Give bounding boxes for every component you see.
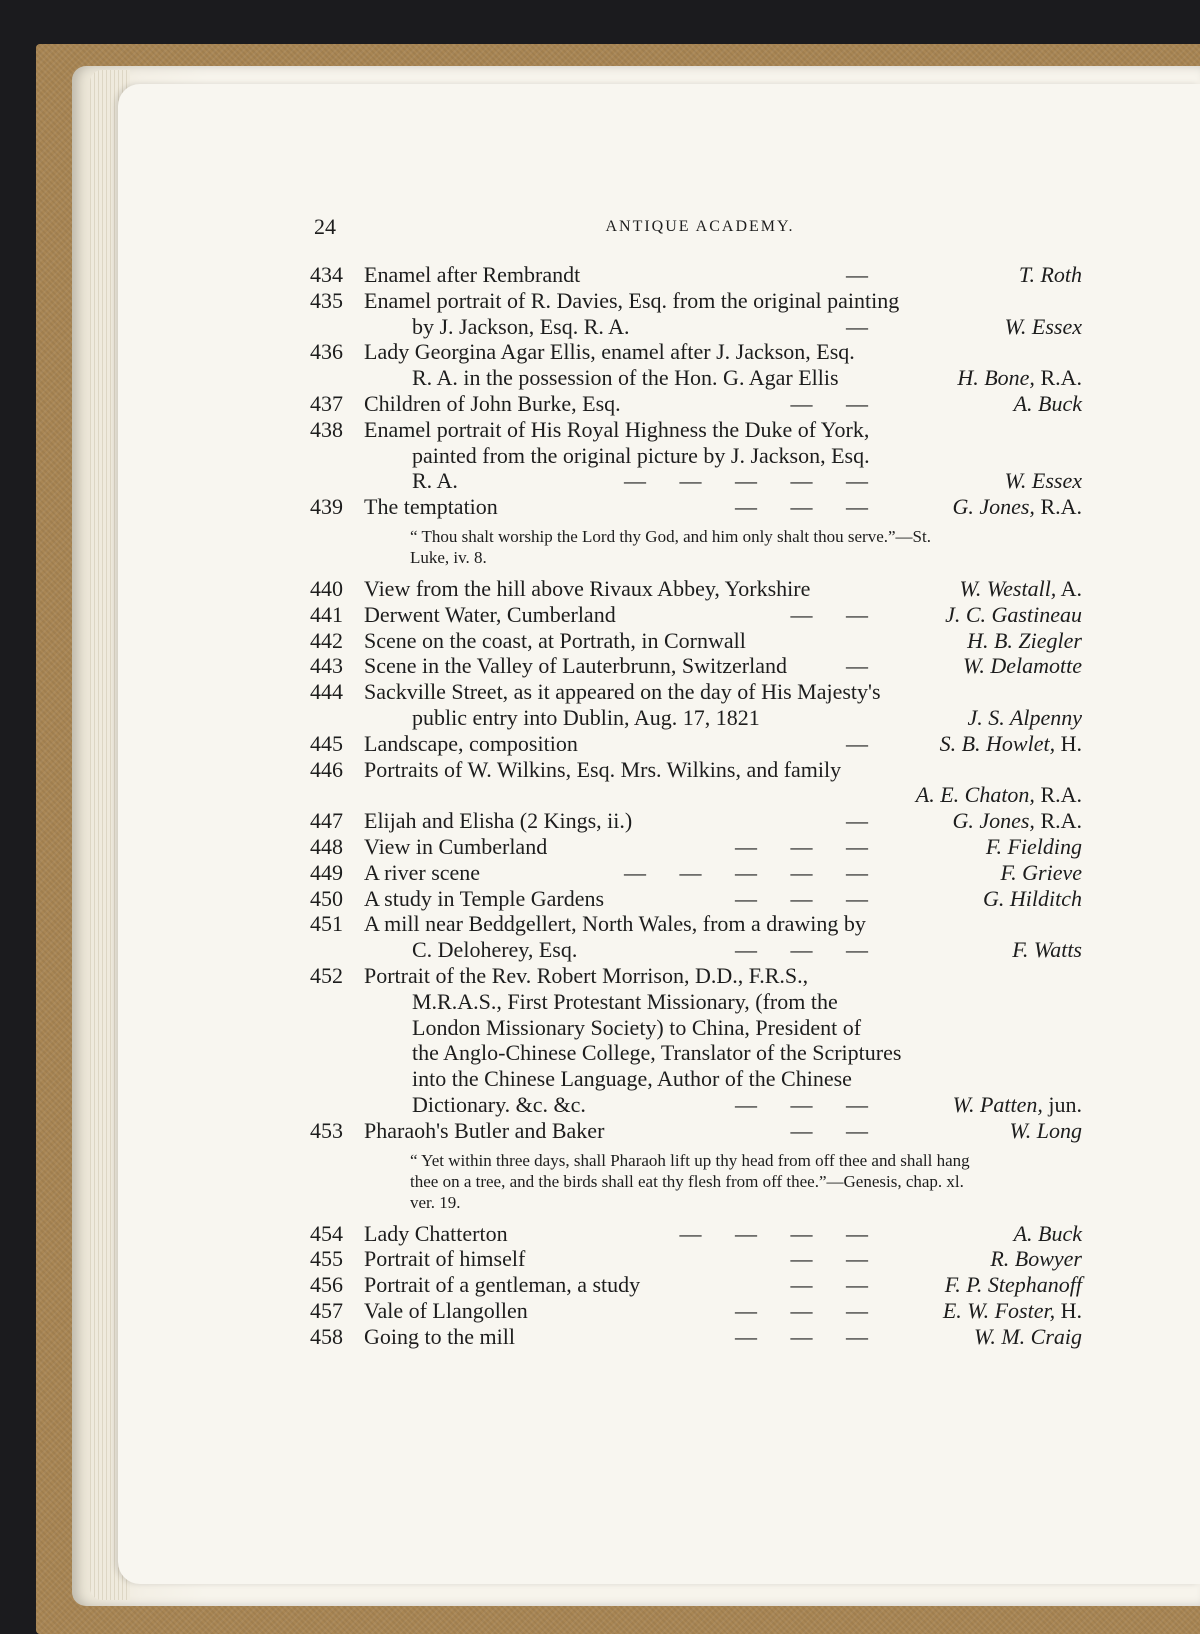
artist-name: T. Roth bbox=[1018, 262, 1082, 287]
entry-title: R. A. bbox=[412, 468, 458, 494]
leader-dashes: — — — bbox=[735, 1297, 882, 1323]
running-title: ANTIQUE ACADEMY. bbox=[605, 218, 795, 235]
leader-dashes: — — — bbox=[735, 885, 882, 911]
entry-number: 453 bbox=[310, 1117, 343, 1143]
entry-title: by J. Jackson, Esq. R. A. bbox=[412, 313, 630, 339]
entry-number: 455 bbox=[310, 1246, 343, 1272]
entry-number: 436 bbox=[310, 339, 343, 365]
leader-dashes: — — bbox=[790, 1272, 882, 1298]
entry-title: The temptation bbox=[364, 494, 498, 520]
entry-artist bbox=[986, 834, 1082, 860]
entry-line bbox=[310, 911, 1082, 937]
catalogue-entries bbox=[310, 262, 1082, 1349]
leader-dashes: — — bbox=[790, 1246, 882, 1272]
entry-title: Derwent Water, Cumberland bbox=[364, 601, 616, 627]
entry-title: into the Chinese Language, Author of the Chinese bbox=[412, 1066, 852, 1092]
artist-suffix: R.A. bbox=[1034, 494, 1082, 520]
entry-number: 450 bbox=[310, 885, 343, 911]
leader-dashes: — — — bbox=[735, 1323, 882, 1349]
entry-artist bbox=[1014, 1221, 1082, 1247]
artist-name: A. E. Chaton, bbox=[915, 782, 1035, 808]
entry-line bbox=[310, 653, 1082, 679]
entry-line bbox=[310, 1272, 1082, 1298]
entry-line bbox=[310, 1220, 1082, 1247]
entry-line bbox=[310, 1323, 1082, 1350]
entry-artist bbox=[963, 653, 1082, 679]
artist-suffix: R.A. bbox=[1034, 365, 1082, 391]
entry-line bbox=[318, 937, 1082, 963]
entry-artist bbox=[953, 1092, 1082, 1118]
entry-title: Lady Georgina Agar Ellis, enamel after J. Jackson, Esq. bbox=[364, 339, 855, 365]
entry-line bbox=[310, 679, 1082, 705]
entry-line bbox=[318, 365, 1082, 391]
entry-artist bbox=[945, 602, 1082, 628]
entry-artist bbox=[974, 1324, 1082, 1350]
leader-dashes: — bbox=[846, 730, 882, 756]
entry-number: 448 bbox=[310, 833, 343, 859]
entry-number: 446 bbox=[310, 756, 343, 782]
entry-title: R. A. in the possession of the Hon. G. Agar Ellis bbox=[412, 365, 839, 391]
entry-line bbox=[310, 1246, 1082, 1272]
entry-line bbox=[318, 314, 1082, 340]
entry-title: Elijah and Elisha (2 Kings, ii.) bbox=[364, 808, 633, 834]
artist-suffix: jun. bbox=[1042, 1091, 1082, 1117]
entry-number: 439 bbox=[310, 494, 343, 520]
entry-title: public entry into Dublin, Aug. 17, 1821 bbox=[412, 704, 760, 730]
entry-line bbox=[310, 885, 1082, 912]
entry-line bbox=[310, 756, 1082, 783]
artist-name: F. Watts bbox=[1012, 937, 1082, 963]
entry-line bbox=[318, 1092, 1082, 1118]
page-text bbox=[310, 214, 1082, 1349]
artist-name: A. Buck bbox=[1013, 390, 1082, 416]
catalogue-entry bbox=[310, 494, 1082, 568]
entry-title: Portrait of the Rev. Robert Morrison, D.D., F.R.S., bbox=[364, 962, 809, 988]
entry-number: 449 bbox=[310, 859, 343, 885]
entry-artist bbox=[1001, 860, 1082, 886]
entry-artist bbox=[940, 731, 1082, 757]
artist-name: H. B. Ziegler bbox=[967, 627, 1082, 653]
entry-number: 440 bbox=[310, 575, 343, 601]
entry-line bbox=[310, 1117, 1082, 1144]
entry-title: Sackville Street, as it appeared on the day of His Majesty's bbox=[364, 679, 881, 705]
entry-title: A mill near Beddgellert, North Wales, from a drawing by bbox=[364, 911, 866, 937]
entry-title: M.R.A.S., First Protestant Missionary, (from the bbox=[412, 988, 838, 1014]
entry-number: 434 bbox=[310, 262, 343, 287]
leader-dashes: — — — bbox=[735, 1091, 882, 1117]
entry-artist bbox=[967, 628, 1082, 654]
entry-artist bbox=[945, 1272, 1082, 1298]
entry-line bbox=[310, 962, 1082, 989]
entry-title: Going to the mill bbox=[364, 1323, 515, 1349]
leader-dashes: — — — bbox=[735, 833, 882, 859]
entry-title: C. Deloherey, Esq. bbox=[412, 937, 578, 963]
entry-number: 445 bbox=[310, 730, 343, 756]
catalogue-entry bbox=[310, 1220, 1082, 1247]
catalogue-entry bbox=[310, 911, 1082, 963]
entry-title: Lady Chatterton bbox=[364, 1220, 508, 1246]
entry-title: Enamel portrait of His Royal Highness the Duke of York, bbox=[364, 416, 870, 442]
artist-name: F. Grieve bbox=[1000, 859, 1082, 885]
page-number: 24 bbox=[314, 214, 336, 239]
artist-name: G. Jones, bbox=[952, 808, 1035, 834]
catalogue-entry bbox=[310, 679, 1082, 731]
entry-title: Portraits of W. Wilkins, Esq. Mrs. Wilkins, and family bbox=[364, 756, 842, 782]
artist-suffix: R.A. bbox=[1034, 782, 1082, 808]
catalogue-entry bbox=[310, 390, 1082, 417]
entry-number: 457 bbox=[310, 1297, 343, 1323]
entry-title: View in Cumberland bbox=[364, 833, 548, 859]
entry-line bbox=[310, 808, 1082, 834]
artist-suffix: H. bbox=[1055, 1297, 1082, 1323]
entry-line bbox=[310, 1297, 1082, 1324]
catalogue-entry bbox=[310, 833, 1082, 860]
catalogue-entry bbox=[310, 756, 1082, 809]
entry-title: London Missionary Society) to China, President of bbox=[412, 1014, 862, 1040]
catalogue-entry bbox=[310, 262, 1082, 288]
artist-name: J. C. Gastineau bbox=[945, 601, 1082, 627]
entry-artist bbox=[952, 494, 1082, 520]
leader-dashes: — bbox=[846, 262, 882, 287]
artist-name: E. W. Foster, bbox=[942, 1297, 1056, 1323]
artist-name: G. Jones, bbox=[952, 494, 1035, 520]
artist-name: S. B. Howlet, bbox=[939, 730, 1056, 756]
leader-dashes: — — — bbox=[735, 937, 882, 963]
entry-line bbox=[318, 443, 1082, 469]
entry-number: 435 bbox=[310, 287, 343, 313]
catalogue-entry bbox=[310, 627, 1082, 654]
leader-dashes: — bbox=[846, 653, 882, 679]
catalogue-entry bbox=[310, 653, 1082, 679]
artist-name: W. M. Craig bbox=[974, 1323, 1082, 1349]
entry-number: 451 bbox=[310, 911, 343, 937]
artist-name: W. Essex bbox=[1004, 313, 1082, 339]
entry-line bbox=[318, 705, 1082, 731]
leader-dashes: — — — — — bbox=[624, 468, 882, 494]
entry-number: 442 bbox=[310, 627, 343, 653]
entry-line bbox=[310, 262, 1082, 288]
artist-name: G. Hilditch bbox=[983, 885, 1082, 911]
artist-name: W. Essex bbox=[1004, 468, 1082, 494]
entry-line bbox=[310, 859, 1082, 886]
entry-artist bbox=[968, 705, 1082, 731]
artist-name: W. Westall, bbox=[959, 575, 1057, 601]
artist-name: W. Long bbox=[1009, 1117, 1082, 1143]
entry-artist bbox=[916, 782, 1082, 808]
entry-number: 456 bbox=[310, 1272, 343, 1298]
catalogue-entry bbox=[310, 1117, 1082, 1213]
entry-line bbox=[310, 339, 1082, 365]
leader-dashes: — — — — — bbox=[624, 859, 882, 885]
entry-artist bbox=[1005, 468, 1082, 494]
leader-dashes: — — — bbox=[735, 494, 882, 520]
entry-number: 447 bbox=[310, 808, 343, 834]
entry-number: 443 bbox=[310, 653, 343, 679]
entry-number: 438 bbox=[310, 416, 343, 442]
leader-dashes: — bbox=[846, 808, 882, 834]
artist-name: F. Fielding bbox=[985, 833, 1082, 859]
entry-title: Children of John Burke, Esq. bbox=[364, 390, 621, 416]
catalogue-entry bbox=[310, 808, 1082, 834]
entry-title: Enamel after Rembrandt bbox=[364, 262, 581, 287]
catalogue-entry bbox=[310, 1246, 1082, 1272]
entry-line bbox=[310, 390, 1082, 417]
artist-name: F. P. Stephanoff bbox=[944, 1272, 1082, 1298]
entry-title: Portrait of a gentleman, a study bbox=[364, 1272, 641, 1298]
entry-artist bbox=[990, 1246, 1082, 1272]
entry-line bbox=[310, 494, 1082, 520]
entry-artist bbox=[1012, 937, 1082, 963]
catalogue-entry bbox=[310, 287, 1082, 340]
entry-line bbox=[318, 468, 1082, 494]
entry-number: 444 bbox=[310, 679, 343, 705]
entry-line bbox=[318, 1015, 1082, 1041]
entry-title: the Anglo-Chinese College, Translator of the Scriptures bbox=[412, 1040, 902, 1066]
catalogue-entry bbox=[310, 730, 1082, 757]
catalogue-entry bbox=[310, 885, 1082, 912]
entry-artist bbox=[1009, 1118, 1082, 1144]
entry-line bbox=[310, 416, 1082, 443]
leader-dashes: — bbox=[846, 313, 882, 339]
entry-artist bbox=[952, 808, 1082, 834]
entry-line bbox=[318, 782, 1082, 808]
entry-title: Portrait of himself bbox=[364, 1246, 526, 1272]
artist-name: J. S. Alpenny bbox=[967, 704, 1082, 730]
leader-dashes: — — — — bbox=[679, 1220, 882, 1246]
entry-title: A study in Temple Gardens bbox=[364, 885, 605, 911]
entry-quotation: “ Thou shalt worship the Lord thy God, and him only shalt thou serve.”—St. Luke, iv. 8. bbox=[410, 526, 931, 567]
entry-line bbox=[310, 601, 1082, 628]
entry-artist bbox=[1005, 314, 1082, 340]
artist-name: A. Buck bbox=[1013, 1220, 1082, 1246]
artist-name: W. Delamotte bbox=[963, 653, 1082, 679]
entry-line bbox=[318, 989, 1082, 1015]
entry-line bbox=[310, 575, 1082, 602]
catalogue-entry bbox=[310, 859, 1082, 886]
catalogue-entry bbox=[310, 962, 1082, 1118]
entry-number: 454 bbox=[310, 1220, 343, 1246]
entry-quotation: “ Yet within three days, shall Pharaoh lift up thy head from off thee and shall hang thee on a tree, and the birds shall eat thy flesh from off thee.”—Genesis, chap. xl. ver. 19. bbox=[410, 1150, 970, 1212]
leader-dashes: — — bbox=[790, 1117, 882, 1143]
entry-number: 452 bbox=[310, 962, 343, 988]
entry-title: A river scene bbox=[364, 859, 481, 885]
leader-dashes: — — bbox=[790, 390, 882, 416]
artist-name: W. Patten, bbox=[952, 1091, 1043, 1117]
entry-title: Vale of Llangollen bbox=[364, 1297, 528, 1323]
entry-title: View from the hill above Rivaux Abbey, Yorkshire bbox=[364, 575, 811, 601]
artist-suffix: H. bbox=[1055, 730, 1082, 756]
catalogue-entry bbox=[310, 1272, 1082, 1298]
entry-number: 441 bbox=[310, 601, 343, 627]
artist-name: H. Bone, bbox=[957, 365, 1035, 391]
leader-dashes: — — bbox=[790, 601, 882, 627]
entry-artist bbox=[957, 365, 1082, 391]
catalogue-entry bbox=[310, 1297, 1082, 1324]
entry-artist bbox=[960, 576, 1082, 602]
catalogue-entry bbox=[310, 1323, 1082, 1350]
entry-title: Scene on the coast, at Portrath, in Cornwall bbox=[364, 627, 746, 653]
catalogue-entry bbox=[310, 575, 1082, 602]
entry-artist bbox=[983, 886, 1082, 912]
entry-line bbox=[318, 1066, 1082, 1092]
entry-artist bbox=[943, 1298, 1082, 1324]
entry-title: Scene in the Valley of Lauterbrunn, Switzerland bbox=[364, 653, 787, 679]
entry-line bbox=[310, 627, 1082, 654]
entry-line bbox=[318, 1040, 1082, 1066]
entry-title: Dictionary. &c. &c. bbox=[412, 1091, 586, 1117]
entry-line bbox=[310, 833, 1082, 860]
catalogue-entry bbox=[310, 601, 1082, 628]
entry-title: Pharaoh's Butler and Baker bbox=[364, 1117, 605, 1143]
artist-name: R. Bowyer bbox=[990, 1246, 1082, 1272]
entry-artist bbox=[1014, 391, 1082, 417]
catalogue-entry bbox=[310, 339, 1082, 391]
entry-number: 458 bbox=[310, 1323, 343, 1349]
page-header bbox=[314, 214, 1082, 244]
entry-line bbox=[310, 730, 1082, 757]
entry-artist bbox=[1019, 262, 1082, 288]
entry-title: Landscape, composition bbox=[364, 730, 578, 756]
artist-suffix: A. bbox=[1056, 575, 1082, 601]
catalogue-entry bbox=[310, 416, 1082, 494]
artist-suffix: R.A. bbox=[1034, 808, 1082, 834]
entry-line bbox=[310, 287, 1082, 314]
entry-title: Enamel portrait of R. Davies, Esq. from the original painting bbox=[364, 287, 900, 313]
entry-title: painted from the original picture by J. Jackson, Esq. bbox=[412, 442, 870, 468]
entry-number: 437 bbox=[310, 390, 343, 416]
